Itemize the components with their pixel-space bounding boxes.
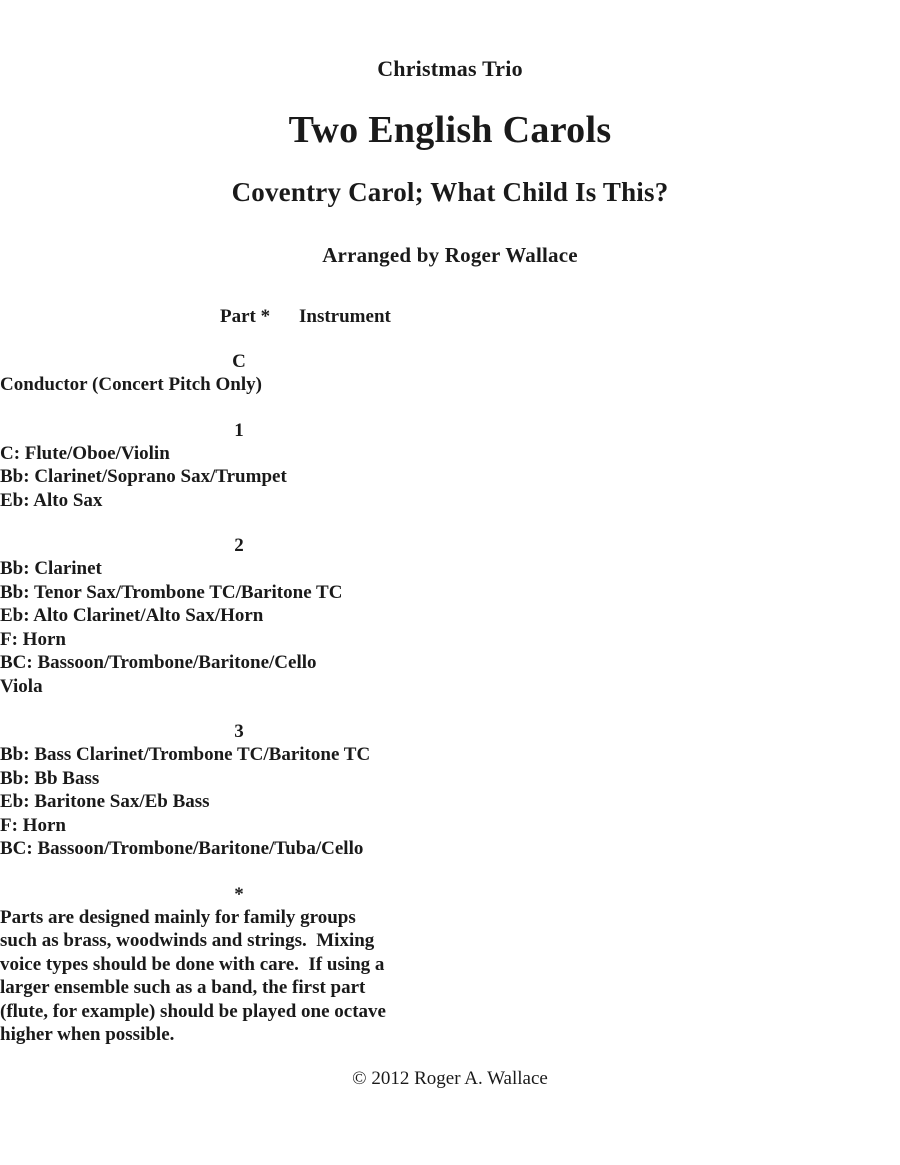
instrument-line: BC: Bassoon/Trombone/Baritone/Cello bbox=[0, 652, 317, 673]
page-title: Two English Carols bbox=[288, 109, 612, 151]
footnote-line: larger ensemble such as a band, the first part bbox=[0, 977, 366, 998]
instrument-line: Eb: Alto Clarinet/Alto Sax/Horn bbox=[0, 605, 264, 626]
column-header-part: Part * bbox=[220, 306, 271, 327]
footnote-row bbox=[0, 884, 900, 1047]
instrument-cell bbox=[0, 442, 900, 513]
instrument-line: Conductor (Concert Pitch Only) bbox=[0, 374, 262, 395]
instrument-line: BC: Bassoon/Trombone/Baritone/Tuba/Cello bbox=[0, 838, 364, 859]
instrument-line: Bb: Bb Bass bbox=[0, 767, 100, 789]
ensemble-label: Christmas Trio bbox=[377, 56, 523, 81]
footnote-text bbox=[0, 906, 900, 1047]
instrument-line: Bb: Tenor Sax/Trombone TC/Baritone TC bbox=[0, 581, 343, 603]
footnote-line: (flute, for example) should be played one octave bbox=[0, 1000, 386, 1022]
part-number: 2 bbox=[234, 535, 244, 556]
part-number: C bbox=[232, 351, 246, 372]
column-header-instrument: Instrument bbox=[299, 306, 391, 327]
page-subtitle: Coventry Carol; What Child Is This? bbox=[231, 177, 669, 207]
part-number: 3 bbox=[234, 721, 244, 742]
instrument-line: Viola bbox=[0, 675, 43, 697]
table-row bbox=[0, 535, 900, 698]
arranger-credit: Arranged by Roger Wallace bbox=[322, 243, 578, 267]
instrument-line: Eb: Alto Sax bbox=[0, 489, 103, 511]
instrument-line: C: Flute/Oboe/Violin bbox=[0, 442, 170, 464]
instrument-line: F: Horn bbox=[0, 628, 66, 650]
instrument-cell bbox=[0, 373, 900, 397]
instrument-cell bbox=[0, 743, 900, 861]
table-row bbox=[0, 420, 900, 513]
footnote-line: higher when possible. bbox=[0, 1024, 175, 1045]
footnote-line: voice types should be done with care. If using a bbox=[0, 953, 385, 975]
instrument-line: Bb: Clarinet/Soprano Sax/Trumpet bbox=[0, 466, 287, 487]
part-number: 1 bbox=[234, 419, 244, 441]
footnote-line: Parts are designed mainly for family groups bbox=[0, 906, 356, 928]
instrument-line: F: Horn bbox=[0, 814, 66, 836]
table-row bbox=[0, 721, 900, 861]
footnote-line: such as brass, woodwinds and strings. Mixing bbox=[0, 930, 375, 951]
instrument-line: Bb: Clarinet bbox=[0, 558, 102, 579]
instrument-line: Bb: Bass Clarinet/Trombone TC/Baritone TC bbox=[0, 744, 371, 765]
instrument-cell bbox=[0, 557, 900, 698]
footnote-marker: * bbox=[234, 883, 244, 905]
list-header-row bbox=[0, 306, 900, 328]
instrumentation-list bbox=[0, 306, 900, 1047]
table-row bbox=[0, 351, 900, 397]
instrument-line: Eb: Baritone Sax/Eb Bass bbox=[0, 791, 210, 812]
copyright-notice: © 2012 Roger A. Wallace bbox=[352, 1068, 548, 1089]
